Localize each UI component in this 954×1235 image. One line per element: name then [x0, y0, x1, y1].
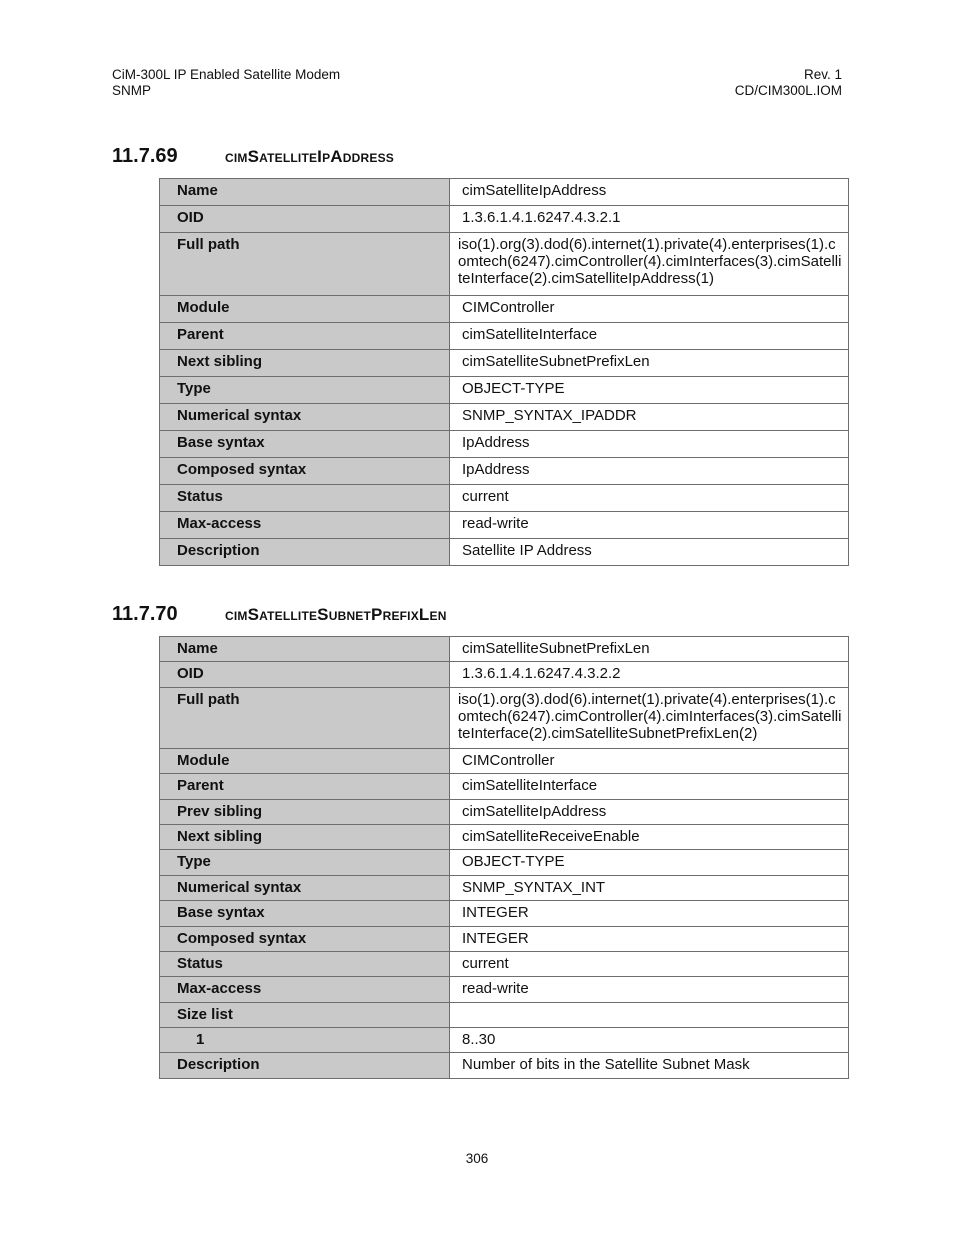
row-value: 8..30 — [450, 1028, 849, 1053]
table-row — [160, 662, 849, 687]
row-value: IpAddress — [450, 431, 849, 458]
table-row — [160, 977, 849, 1002]
row-key: Parent — [160, 323, 450, 350]
section-title: cimSatelliteSubnetPrefixLen — [225, 605, 447, 624]
table-row — [160, 926, 849, 951]
table-row — [160, 485, 849, 512]
row-value: cimSatelliteReceiveEnable — [450, 824, 849, 849]
table-row — [160, 850, 849, 875]
row-key: OID — [160, 206, 450, 233]
row-value: INTEGER — [450, 901, 849, 926]
row-key: Base syntax — [160, 431, 450, 458]
section-heading-1 — [112, 145, 394, 168]
row-key: Parent — [160, 774, 450, 799]
row-value: CIMController — [450, 296, 849, 323]
row-value: 1.3.6.1.4.1.6247.4.3.2.2 — [450, 662, 849, 687]
row-value: SNMP_SYNTAX_IPADDR — [450, 404, 849, 431]
row-key: Status — [160, 485, 450, 512]
table-row — [160, 512, 849, 539]
row-value: cimSatelliteSubnetPrefixLen — [450, 350, 849, 377]
table-row — [160, 458, 849, 485]
row-value: current — [450, 485, 849, 512]
row-key: Max-access — [160, 977, 450, 1002]
table-row — [160, 774, 849, 799]
table-row — [160, 748, 849, 773]
table-row — [160, 539, 849, 566]
row-key: Composed syntax — [160, 926, 450, 951]
row-value: read-write — [450, 977, 849, 1002]
table-row — [160, 179, 849, 206]
row-value: OBJECT-TYPE — [450, 850, 849, 875]
row-key: Max-access — [160, 512, 450, 539]
row-key: Composed syntax — [160, 458, 450, 485]
table-row — [160, 206, 849, 233]
row-key: Full path — [160, 233, 450, 296]
row-key: Prev sibling — [160, 799, 450, 824]
row-value: CIMController — [450, 748, 849, 773]
table-row — [160, 1002, 849, 1027]
row-value: cimSatelliteIpAddress — [450, 799, 849, 824]
row-key: Numerical syntax — [160, 875, 450, 900]
row-key: Size list — [160, 1002, 450, 1027]
revision-label: Rev. 1 — [803, 67, 842, 82]
row-key: 1 — [160, 1028, 450, 1053]
chapter-name: SNMP — [112, 83, 152, 98]
table-row — [160, 799, 849, 824]
row-key: Next sibling — [160, 350, 450, 377]
row-key: Numerical syntax — [160, 404, 450, 431]
row-value: cimSatelliteInterface — [450, 774, 849, 799]
section-heading-2 — [112, 603, 447, 626]
section-number: 11.7.70 — [112, 603, 178, 625]
document-title: CiM-300L IP Enabled Satellite Modem — [112, 67, 341, 82]
row-value: Satellite IP Address — [450, 539, 849, 566]
table-row — [160, 233, 849, 296]
page-header-right — [735, 67, 842, 99]
table-row — [160, 637, 849, 662]
page-header-left — [112, 67, 340, 99]
row-key: Next sibling — [160, 824, 450, 849]
row-key: Base syntax — [160, 901, 450, 926]
mib-object-table-subnetprefixlen — [159, 636, 849, 1079]
table-row — [160, 687, 849, 748]
table-row — [160, 824, 849, 849]
row-value: cimSatelliteIpAddress — [450, 179, 849, 206]
row-value: iso(1).org(3).dod(6).internet(1).private(4).enterprises(1).comtech(6247).cimController(4).cimInterfaces(3).cimSatelliteInterface(2).cimSatelliteSubnetPrefixLen(2) — [450, 687, 849, 748]
row-value — [450, 1002, 849, 1027]
row-value: cimSatelliteInterface — [450, 323, 849, 350]
table-row — [160, 1028, 849, 1053]
row-key: Name — [160, 637, 450, 662]
row-value: current — [450, 951, 849, 976]
row-key: OID — [160, 662, 450, 687]
row-key: Description — [160, 1053, 450, 1078]
table-row — [160, 377, 849, 404]
row-key: Status — [160, 951, 450, 976]
table-row — [160, 323, 849, 350]
row-value: cimSatelliteSubnetPrefixLen — [450, 637, 849, 662]
row-value: Number of bits in the Satellite Subnet Mask — [450, 1053, 849, 1078]
row-key: Description — [160, 539, 450, 566]
mib-object-table-ipaddress — [159, 178, 849, 566]
table-row — [160, 875, 849, 900]
row-key: Type — [160, 850, 450, 875]
row-value: read-write — [450, 512, 849, 539]
row-value: OBJECT-TYPE — [450, 377, 849, 404]
row-value: IpAddress — [450, 458, 849, 485]
row-value: 1.3.6.1.4.1.6247.4.3.2.1 — [450, 206, 849, 233]
section-title: cimSatelliteIpAddress — [225, 147, 394, 166]
table-row — [160, 951, 849, 976]
row-value: iso(1).org(3).dod(6).internet(1).private(4).enterprises(1).comtech(6247).cimController(4).cimInterfaces(3).cimSatelliteInterface(2).cimSatelliteIpAddress(1) — [450, 233, 849, 296]
table-row — [160, 404, 849, 431]
section-number: 11.7.69 — [112, 145, 178, 167]
table-row — [160, 350, 849, 377]
row-value: INTEGER — [450, 926, 849, 951]
row-key: Type — [160, 377, 450, 404]
page-number: 306 — [465, 1151, 489, 1166]
document-code: CD/CIM300L.IOM — [734, 83, 842, 98]
row-key: Full path — [160, 687, 450, 748]
row-value: SNMP_SYNTAX_INT — [450, 875, 849, 900]
row-key: Module — [160, 296, 450, 323]
table-row — [160, 296, 849, 323]
row-key: Name — [160, 179, 450, 206]
table-row — [160, 1053, 849, 1078]
row-key: Module — [160, 748, 450, 773]
table-row — [160, 431, 849, 458]
table-row — [160, 901, 849, 926]
